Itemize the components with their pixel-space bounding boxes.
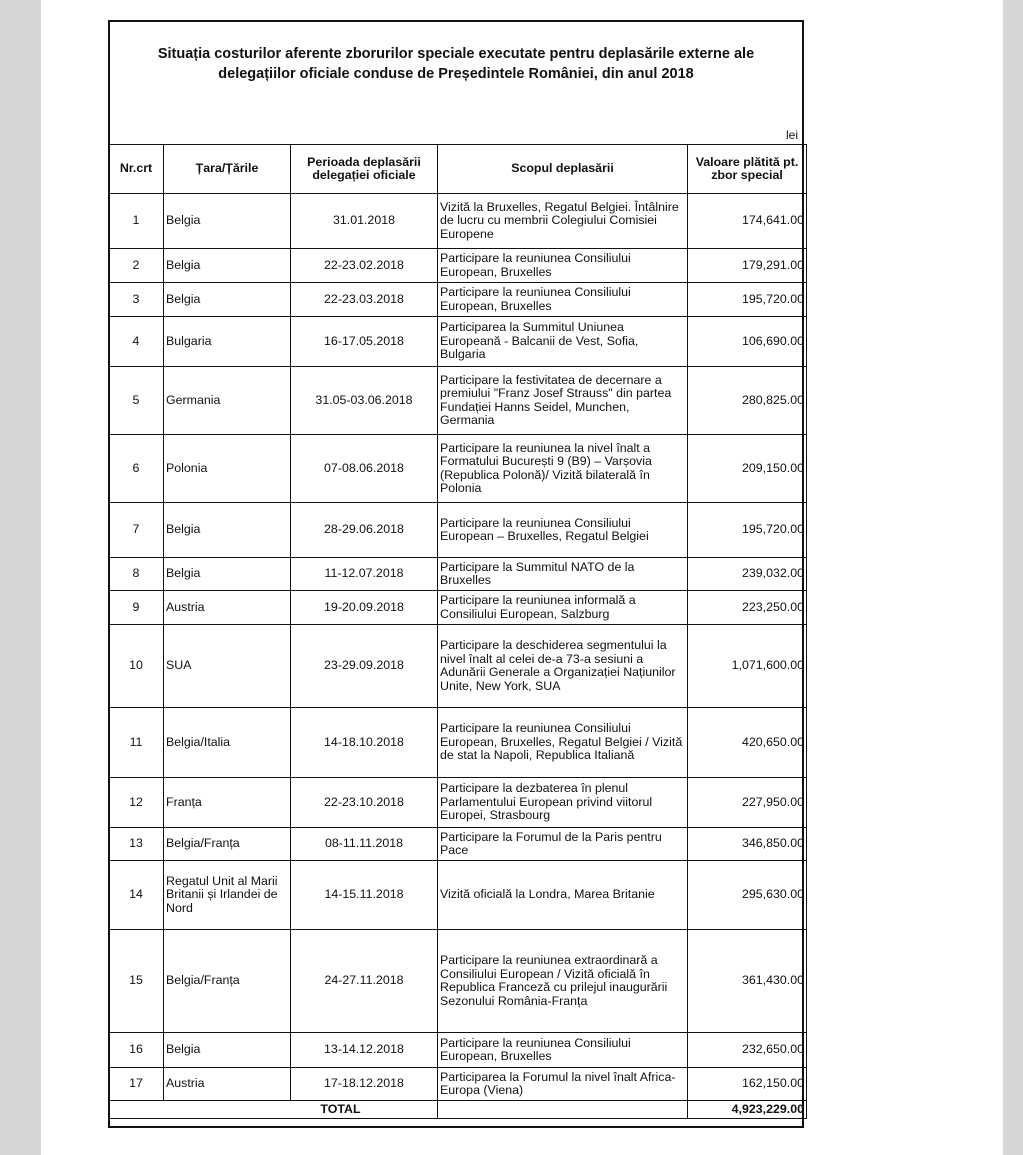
cell-value: 174,641.00 (688, 194, 807, 249)
cell-country: Belgia (164, 283, 291, 317)
cell-purpose: Vizită la Bruxelles, Regatul Belgiei. Întâlnire de lucru cu membrii Colegiului Comisiei Europene (438, 194, 688, 249)
cell-purpose: Participare la dezbaterea în plenul Parlamentului European privind viitorul Europei, Strasbourg (438, 778, 688, 828)
cell-value: 195,720.00 (688, 283, 807, 317)
table-row (109, 249, 807, 283)
cell-purpose: Vizită oficială la Londra, Marea Britanie (438, 861, 688, 930)
costs-table (108, 144, 807, 1119)
cell-purpose: Participare la reuniunea Consiliului European, Bruxelles (438, 283, 688, 317)
cell-nr: 2 (109, 249, 164, 283)
cell-purpose: Participare la reuniunea Consiliului European, Bruxelles (438, 1033, 688, 1068)
cell-period: 08-11.11.2018 (291, 828, 438, 861)
cell-nr: 10 (109, 625, 164, 708)
cell-nr: 1 (109, 194, 164, 249)
cell-nr: 3 (109, 283, 164, 317)
cell-country: Belgia (164, 1033, 291, 1068)
cell-purpose: Participare la Summitul NATO de la Bruxelles (438, 558, 688, 591)
cell-value: 232,650.00 (688, 1033, 807, 1068)
cell-period: 22-23.03.2018 (291, 283, 438, 317)
cell-country: Regatul Unit al Marii Britanii și Irlandei de Nord (164, 861, 291, 930)
total-row (109, 1101, 807, 1119)
cell-nr: 12 (109, 778, 164, 828)
cell-purpose: Participare la reuniunea informală a Consiliului European, Salzburg (438, 591, 688, 625)
total-value: 4,923,229.00 (688, 1101, 807, 1119)
table-row (109, 828, 807, 861)
total-label-cell (109, 1101, 438, 1119)
table-header-row (109, 145, 807, 194)
left-margin (0, 0, 41, 1155)
right-scrollbar-area[interactable] (1003, 0, 1023, 1155)
cell-nr: 17 (109, 1068, 164, 1101)
header-value: Valoare plătită pt. zbor special (688, 145, 807, 194)
table-row (109, 194, 807, 249)
cell-purpose: Participare la festivitatea de decernare a premiului "Franz Josef Strauss" din partea Fundației Hanns Seidel, Munchen, Germania (438, 367, 688, 435)
cell-value: 361,430.00 (688, 930, 807, 1033)
table-row (109, 778, 807, 828)
report-title (110, 44, 802, 84)
title-line-2: delegațiilor oficiale conduse de Președintele României, din anul 2018 (218, 66, 694, 82)
cell-country: Belgia (164, 194, 291, 249)
cell-period: 14-18.10.2018 (291, 708, 438, 778)
cell-period: 22-23.10.2018 (291, 778, 438, 828)
cell-country: Belgia (164, 249, 291, 283)
header-purpose: Scopul deplasării (438, 145, 688, 194)
cell-country: Polonia (164, 435, 291, 503)
table-row (109, 625, 807, 708)
cell-country: Austria (164, 1068, 291, 1101)
cell-value: 179,291.00 (688, 249, 807, 283)
header-period: Perioada deplasării delegației oficiale (291, 145, 438, 194)
table-row (109, 861, 807, 930)
cell-period: 14-15.11.2018 (291, 861, 438, 930)
cell-nr: 5 (109, 367, 164, 435)
cell-country: Belgia (164, 503, 291, 558)
cell-nr: 6 (109, 435, 164, 503)
table-row (109, 708, 807, 778)
cell-value: 239,032.00 (688, 558, 807, 591)
table-row (109, 1033, 807, 1068)
table-row (109, 317, 807, 367)
total-label: TOTAL (320, 1101, 361, 1116)
cell-value: 346,850.00 (688, 828, 807, 861)
cell-nr: 16 (109, 1033, 164, 1068)
title-line-1: Situația costurilor aferente zborurilor speciale executate pentru deplasările externe ale (157, 46, 755, 62)
cell-country: Belgia/Italia (164, 708, 291, 778)
table-row (109, 435, 807, 503)
table-row (109, 1068, 807, 1101)
cell-period: 19-20.09.2018 (291, 591, 438, 625)
cell-period: 13-14.12.2018 (291, 1033, 438, 1068)
cell-nr: 14 (109, 861, 164, 930)
cell-country: Germania (164, 367, 291, 435)
cell-period: 11-12.07.2018 (291, 558, 438, 591)
cell-value: 227,950.00 (688, 778, 807, 828)
table-row (109, 930, 807, 1033)
cell-country: Bulgaria (164, 317, 291, 367)
report-sheet (108, 20, 804, 1128)
cell-period: 31.01.2018 (291, 194, 438, 249)
cell-period: 22-23.02.2018 (291, 249, 438, 283)
cell-purpose: Participare la Forumul de la Paris pentru Pace (438, 828, 688, 861)
cell-period: 31.05-03.06.2018 (291, 367, 438, 435)
table-row (109, 591, 807, 625)
cell-nr: 13 (109, 828, 164, 861)
cell-value: 223,250.00 (688, 591, 807, 625)
cell-nr: 9 (109, 591, 164, 625)
cell-purpose: Participare la reuniunea Consiliului European, Bruxelles, Regatul Belgiei / Vizită de stat la Napoli, Republica Italiană (438, 708, 688, 778)
cell-period: 07-08.06.2018 (291, 435, 438, 503)
cell-nr: 7 (109, 503, 164, 558)
cell-value: 106,690.00 (688, 317, 807, 367)
cell-country: Belgia/Franța (164, 828, 291, 861)
table-row (109, 283, 807, 317)
cell-period: 28-29.06.2018 (291, 503, 438, 558)
cell-purpose: Participare la reuniunea Consiliului European, Bruxelles (438, 249, 688, 283)
cell-value: 162,150.00 (688, 1068, 807, 1101)
table-row (109, 558, 807, 591)
table-row (109, 367, 807, 435)
cell-country: SUA (164, 625, 291, 708)
cell-value: 295,630.00 (688, 861, 807, 930)
currency-unit: lei (785, 128, 798, 142)
header-nr: Nr.crt (109, 145, 164, 194)
cell-value: 209,150.00 (688, 435, 807, 503)
cell-nr: 15 (109, 930, 164, 1033)
cell-period: 24-27.11.2018 (291, 930, 438, 1033)
cell-period: 16-17.05.2018 (291, 317, 438, 367)
cell-purpose: Participare la reuniunea la nivel înalt a Formatului București 9 (B9) – Varșovia (Republica Polonă)/ Vizită bilaterală în Polonia (438, 435, 688, 503)
cell-purpose: Participarea la Forumul la nivel înalt Africa-Europa (Viena) (438, 1068, 688, 1101)
cell-value: 420,650.00 (688, 708, 807, 778)
cell-country: Franța (164, 778, 291, 828)
header-country: Țara/Țările (164, 145, 291, 194)
cell-country: Belgia (164, 558, 291, 591)
cell-purpose: Participare la reuniunea extraordinară a Consiliului European / Vizită oficială în Republica Franceză cu prilejul inaugurării Sezonului România-Franța (438, 930, 688, 1033)
cell-nr: 11 (109, 708, 164, 778)
cell-period: 23-29.09.2018 (291, 625, 438, 708)
document-page (41, 0, 1003, 1155)
cell-value: 280,825.00 (688, 367, 807, 435)
table-row (109, 503, 807, 558)
cell-nr: 8 (109, 558, 164, 591)
total-spacer-cell (438, 1101, 688, 1119)
cell-purpose: Participare la reuniunea Consiliului European – Bruxelles, Regatul Belgiei (438, 503, 688, 558)
cell-country: Belgia/Franța (164, 930, 291, 1033)
cell-nr: 4 (109, 317, 164, 367)
cell-value: 1,071,600.00 (688, 625, 807, 708)
cell-purpose: Participare la deschiderea segmentului la nivel înalt al celei de-a 73-a sesiuni a Adunării Generale a Organizației Națiunilor Unite, New York, SUA (438, 625, 688, 708)
cell-purpose: Participarea la Summitul Uniunea Europeană - Balcanii de Vest, Sofia, Bulgaria (438, 317, 688, 367)
cell-country: Austria (164, 591, 291, 625)
cell-period: 17-18.12.2018 (291, 1068, 438, 1101)
cell-value: 195,720.00 (688, 503, 807, 558)
